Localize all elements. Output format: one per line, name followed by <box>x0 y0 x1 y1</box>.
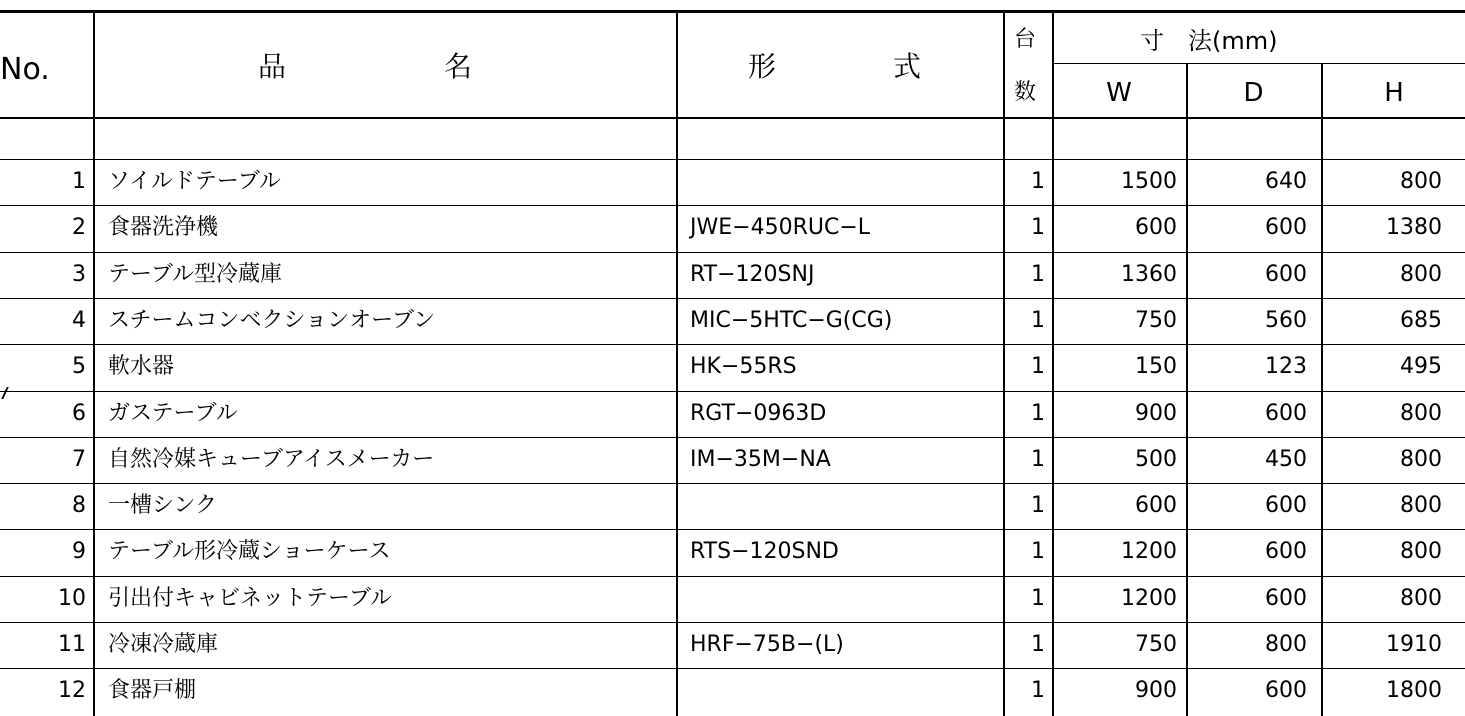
row-model: RGT−0963D <box>690 400 827 426</box>
header-d: D <box>1243 78 1264 108</box>
row-height: 685 <box>1400 307 1442 333</box>
col-divider-name <box>676 10 678 716</box>
header-w: W <box>1106 78 1132 108</box>
row-depth: 600 <box>1265 400 1307 426</box>
row-number: 3 <box>72 261 86 287</box>
row-number: 5 <box>72 354 86 380</box>
row-name: テーブル形冷蔵ショーケース <box>108 539 391 565</box>
row-model: HK−55RS <box>690 354 797 380</box>
col-divider-no <box>93 10 95 716</box>
row-model: RT−120SNJ <box>690 261 815 287</box>
row-width: 1200 <box>1121 585 1177 611</box>
row-quantity: 1 <box>1031 400 1045 426</box>
row-height: 800 <box>1400 261 1442 287</box>
row-width: 150 <box>1135 354 1177 380</box>
row-divider <box>0 576 1465 577</box>
row-depth: 123 <box>1265 354 1307 380</box>
header-qty-top: 台 <box>1014 27 1037 52</box>
row-quantity: 1 <box>1031 585 1045 611</box>
row-model: RTS−120SND <box>690 539 839 565</box>
row-width: 500 <box>1135 446 1177 472</box>
row-divider <box>0 391 1465 392</box>
row-number: 2 <box>72 215 86 241</box>
row-width: 1200 <box>1121 539 1177 565</box>
row-name: 自然冷媒キューブアイスメーカー <box>108 446 435 472</box>
row-width: 600 <box>1135 493 1177 519</box>
row-width: 1360 <box>1121 261 1177 287</box>
row-number: 6 <box>72 400 86 426</box>
row-depth: 560 <box>1265 307 1307 333</box>
row-divider <box>0 529 1465 530</box>
header-no: No. <box>0 52 50 87</box>
row-name: 一槽シンク <box>108 493 218 519</box>
row-divider <box>0 252 1465 253</box>
stray-tick-mark <box>1 387 11 399</box>
row-depth: 600 <box>1265 261 1307 287</box>
row-height: 800 <box>1400 585 1442 611</box>
row-depth: 600 <box>1265 678 1307 704</box>
row-height: 800 <box>1400 446 1442 472</box>
col-divider-w <box>1186 63 1188 716</box>
row-model: HRF−75B−(L) <box>690 632 844 657</box>
table-top-border <box>0 10 1465 13</box>
row-depth: 600 <box>1265 585 1307 611</box>
row-quantity: 1 <box>1031 493 1045 519</box>
row-name: 食器戸棚 <box>108 678 197 704</box>
row-width: 1500 <box>1121 169 1177 194</box>
row-number: 10 <box>58 585 86 611</box>
row-quantity: 1 <box>1031 539 1045 565</box>
row-height: 1800 <box>1386 678 1442 704</box>
row-quantity: 1 <box>1031 446 1045 472</box>
col-divider-d <box>1321 63 1323 716</box>
row-height: 800 <box>1400 539 1442 565</box>
row-quantity: 1 <box>1031 215 1045 241</box>
header-dimensions: 寸 法(mm) <box>1140 27 1278 55</box>
row-name: 軟水器 <box>108 354 175 380</box>
row-number: 9 <box>72 539 86 565</box>
header-name-right: 名 <box>444 50 473 83</box>
row-name: 食器洗浄機 <box>108 215 219 241</box>
header-bottom-border <box>0 117 1465 119</box>
row-width: 750 <box>1135 632 1177 657</box>
header-model-right: 式 <box>893 50 922 83</box>
row-quantity: 1 <box>1031 307 1045 333</box>
row-width: 600 <box>1135 215 1177 241</box>
header-h: H <box>1384 78 1404 108</box>
row-depth: 450 <box>1265 446 1307 472</box>
row-model: JWE−450RUC−L <box>690 215 871 241</box>
row-divider <box>0 159 1465 160</box>
row-divider <box>0 298 1465 299</box>
row-name: スチームコンベクションオーブン <box>108 307 436 333</box>
row-height: 495 <box>1400 354 1442 380</box>
dimension-split-line <box>1052 63 1465 64</box>
row-number: 7 <box>72 446 86 472</box>
row-quantity: 1 <box>1031 678 1045 704</box>
row-depth: 600 <box>1265 215 1307 241</box>
row-quantity: 1 <box>1031 632 1045 657</box>
row-height: 1910 <box>1386 632 1442 657</box>
row-width: 750 <box>1135 307 1177 333</box>
row-depth: 640 <box>1265 169 1307 194</box>
row-quantity: 1 <box>1031 354 1045 380</box>
row-divider <box>0 205 1465 206</box>
row-quantity: 1 <box>1031 169 1045 194</box>
row-number: 4 <box>72 307 86 333</box>
row-divider <box>0 437 1465 438</box>
row-model: MIC−5HTC−G(CG) <box>690 307 893 333</box>
row-height: 1380 <box>1386 215 1442 241</box>
row-divider <box>0 668 1465 669</box>
row-name: ソイルドテーブル <box>108 169 281 194</box>
header-qty-bottom: 数 <box>1014 80 1037 105</box>
row-divider <box>0 344 1465 345</box>
row-number: 1 <box>72 169 86 194</box>
row-name: ガステーブル <box>108 400 238 426</box>
row-quantity: 1 <box>1031 261 1045 287</box>
row-height: 800 <box>1400 493 1442 519</box>
header-name-left: 品 <box>258 50 287 83</box>
row-number: 11 <box>58 632 86 657</box>
row-depth: 800 <box>1265 632 1307 657</box>
row-divider <box>0 622 1465 623</box>
row-number: 12 <box>58 678 86 704</box>
row-divider <box>0 483 1465 484</box>
row-model: IM−35M−NA <box>690 446 831 472</box>
row-depth: 600 <box>1265 539 1307 565</box>
row-height: 800 <box>1400 400 1442 426</box>
row-height: 800 <box>1400 169 1442 194</box>
row-width: 900 <box>1135 678 1177 704</box>
row-name: 冷凍冷蔵庫 <box>108 632 219 657</box>
row-width: 900 <box>1135 400 1177 426</box>
header-model-left: 形 <box>748 50 777 83</box>
row-name: 引出付キャビネットテーブル <box>108 585 393 611</box>
row-name: テーブル型冷蔵庫 <box>108 261 283 287</box>
row-number: 8 <box>72 493 86 519</box>
row-depth: 600 <box>1265 493 1307 519</box>
